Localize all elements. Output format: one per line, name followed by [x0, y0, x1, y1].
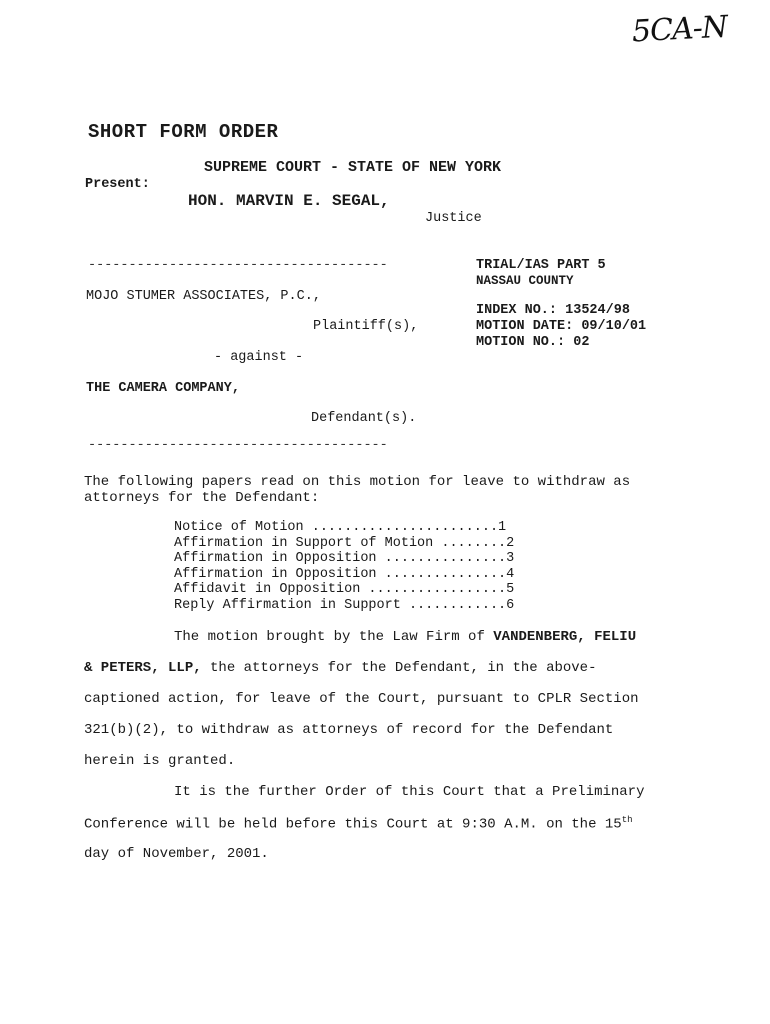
paper-item: Reply Affirmation in Support ............6 [174, 598, 515, 613]
paper-item: Affirmation in Opposition ...............4 [174, 567, 515, 582]
paper-item: Affirmation in Opposition ...............3 [174, 551, 515, 566]
trial-part: TRIAL/IAS PART 5 [476, 258, 606, 273]
motion-date: MOTION DATE: 09/10/01 [476, 319, 647, 334]
defendant-role: Defendant(s). [311, 411, 417, 426]
county: NASSAU COUNTY [476, 274, 574, 288]
order-p1-line-1-text: The motion brought by the Law Firm of [174, 629, 494, 645]
against-label: - against - [214, 350, 304, 365]
ordinal-suffix: th [621, 815, 633, 825]
order-p2-line-2-text: Conference will be held before this Court at 9:30 A.M. on the 15 [84, 816, 622, 833]
judge-name: HON. MARVIN E. SEGAL, [188, 192, 390, 210]
paper-item: Notice of Motion .......................1 [174, 520, 507, 535]
caption-top-divider: ------------------------------------- [88, 258, 388, 273]
order-title: SHORT FORM ORDER [88, 121, 279, 143]
paper-item: Affidavit in Opposition .................5 [174, 582, 515, 597]
present-label: Present: [85, 177, 150, 192]
index-number: INDEX NO.: 13524/98 [476, 303, 630, 318]
order-p2-line-1: It is the further Order of this Court that a Preliminary [174, 784, 645, 800]
order-p1-line-5: herein is granted. [84, 753, 236, 769]
caption-bottom-divider: ------------------------------------- [88, 438, 388, 453]
plaintiff-role: Plaintiff(s), [313, 319, 419, 334]
paper-item: Affirmation in Support of Motion ........2 [174, 536, 515, 551]
motion-number: MOTION NO.: 02 [476, 335, 590, 350]
plaintiff-name: MOJO STUMER ASSOCIATES, P.C., [86, 289, 321, 304]
papers-intro-line-1: The following papers read on this motion for leave to withdraw as [84, 474, 631, 490]
law-firm-name-part-2: & PETERS, LLP, [84, 660, 202, 676]
judge-title: Justice [425, 211, 482, 226]
law-firm-name-part-1: VANDENBERG, FELIU [493, 629, 637, 645]
court-name: SUPREME COURT - STATE OF NEW YORK [204, 159, 502, 176]
order-p1-line-4: 321(b)(2), to withdraw as attorneys of record for the Defendant [84, 722, 614, 738]
handwritten-scan-mark: 5CA-N [631, 9, 728, 50]
order-p2-line-3: day of November, 2001. [84, 846, 269, 862]
papers-intro-line-2: attorneys for the Defendant: [84, 490, 320, 506]
order-p1-line-3: captioned action, for leave of the Court, pursuant to CPLR Section [84, 691, 639, 707]
order-p2-line-2 [84, 815, 633, 833]
order-p1-line-2-text: the attorneys for the Defendant, in the above- [201, 660, 597, 676]
defendant-name: THE CAMERA COMPANY, [86, 381, 240, 396]
order-p1-line-1 [174, 629, 636, 645]
order-p1-line-2 [84, 660, 597, 676]
